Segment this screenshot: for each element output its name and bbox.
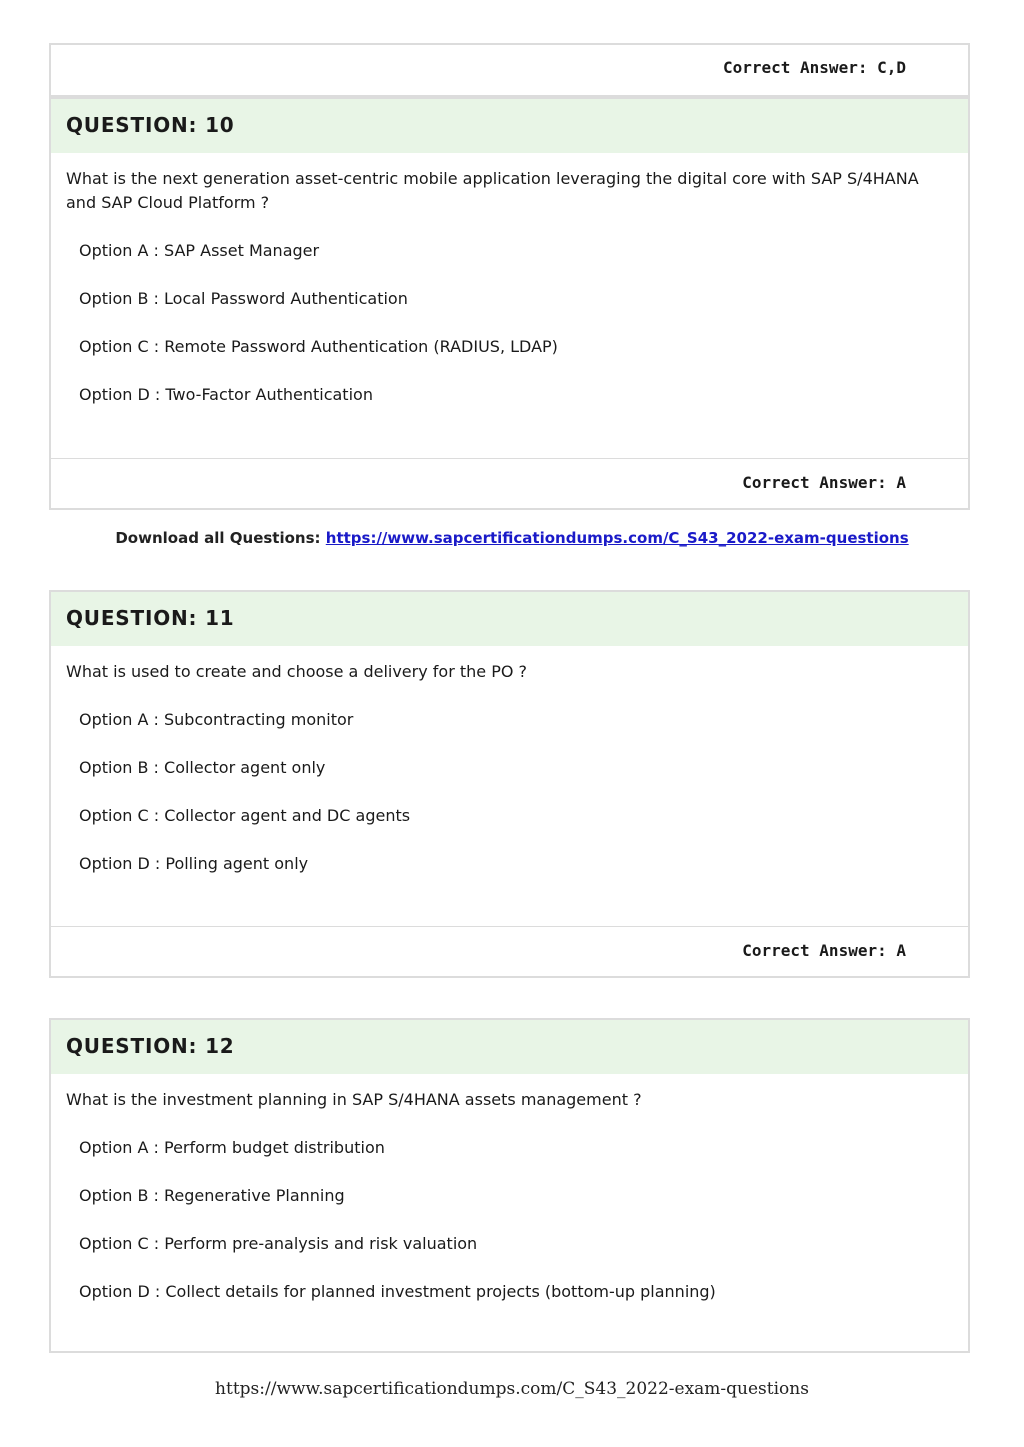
page-footer-url: https://www.sapcertificationdumps.com/C_S43_2022-exam-questions xyxy=(215,1379,809,1399)
question-card xyxy=(49,97,970,510)
option-c: Option C : Collector agent and DC agents xyxy=(79,806,411,825)
correct-answer xyxy=(51,43,968,95)
question-text: What is the investment planning in SAP S/4HANA assets management ? xyxy=(66,1090,642,1109)
option-d: Option D : Polling agent only xyxy=(79,854,309,873)
question-title: QUESTION: 12 xyxy=(51,1020,968,1074)
previous-answer-card xyxy=(49,43,970,97)
option-a: Option A : SAP Asset Manager xyxy=(79,241,320,260)
download-link[interactable]: https://www.sapcertificationdumps.com/C_S43_2022-exam-questions xyxy=(325,529,909,547)
option-b: Option B : Regenerative Planning xyxy=(79,1186,345,1205)
question-text: What is used to create and choose a delivery for the PO ? xyxy=(66,662,528,681)
option-d: Option D : Collect details for planned investment projects (bottom-up planning) xyxy=(79,1282,716,1301)
correct-answer-text: Correct Answer: A xyxy=(742,473,906,492)
option-d: Option D : Two-Factor Authentication xyxy=(79,385,373,404)
question-card xyxy=(49,590,970,978)
correct-answer xyxy=(51,458,968,508)
option-b: Option B : Local Password Authentication xyxy=(79,289,408,308)
correct-answer-text: Correct Answer: A xyxy=(742,941,906,960)
options-list xyxy=(51,239,968,407)
option-c: Option C : Perform pre-analysis and risk valuation xyxy=(79,1234,478,1253)
options-list xyxy=(51,708,968,876)
option-a: Option A : Subcontracting monitor xyxy=(79,710,354,729)
correct-answer-text: Correct Answer: C,D xyxy=(722,58,906,77)
option-a: Option A : Perform budget distribution xyxy=(79,1138,385,1157)
correct-answer xyxy=(51,926,968,976)
question-card xyxy=(49,1018,970,1353)
option-c: Option C : Remote Password Authentication (RADIUS, LDAP) xyxy=(79,337,558,356)
options-list xyxy=(51,1136,968,1304)
question-title: QUESTION: 11 xyxy=(51,592,968,646)
question-text: What is the next generation asset-centric mobile application leveraging the digital core with SAP S/4HANA and SAP Cloud Platform ? xyxy=(66,169,919,212)
download-line xyxy=(0,529,1024,547)
option-b: Option B : Collector agent only xyxy=(79,758,326,777)
download-label: Download all Questions: xyxy=(115,529,321,547)
question-title: QUESTION: 10 xyxy=(51,99,968,153)
